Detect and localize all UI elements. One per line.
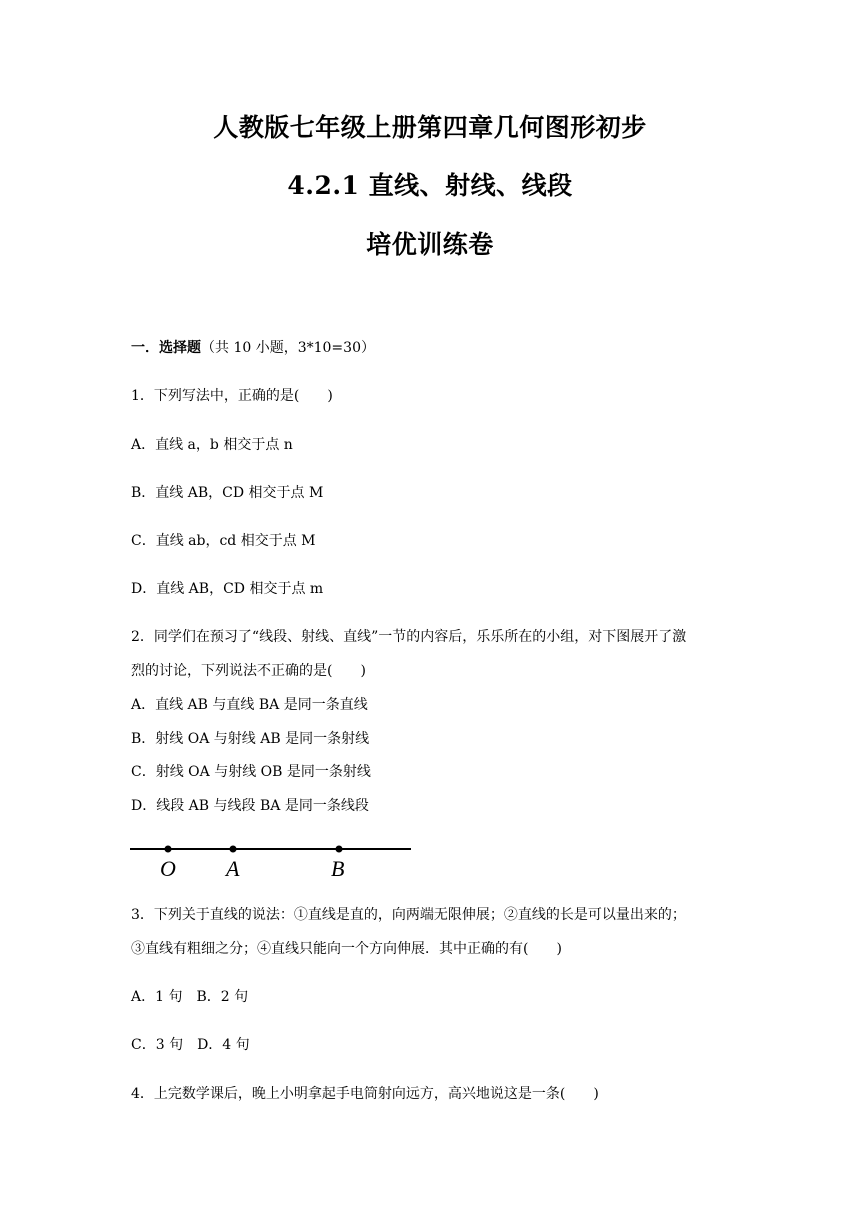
question-2-option-c: C．射线 OA 与射线 OB 是同一条射线: [131, 764, 371, 780]
point-o-dot: [165, 846, 172, 853]
question-1-option-a: A．直线 a，b 相交于点 n: [131, 437, 293, 453]
question-3-stem-line-1: 3．下列关于直线的说法：①直线是直的，向两端无限伸展；②直线的长是可以量出来的；: [131, 907, 686, 923]
point-a-dot: [230, 846, 237, 853]
section-heading: [131, 339, 375, 357]
question-3-stem-line-2: ③直线有粗细之分；④直线只能向一个方向伸展．其中正确的有( ): [131, 941, 562, 957]
worksheet-title-line-2: 4.2.1 直线、射线、线段: [287, 171, 573, 200]
question-2-option-d: D．线段 AB 与线段 BA 是同一条线段: [131, 798, 369, 814]
question-2-option-a: A．直线 AB 与直线 BA 是同一条直线: [131, 697, 368, 713]
point-b-label: B: [331, 856, 345, 881]
question-1-stem: 1．下列写法中，正确的是( ): [131, 388, 333, 404]
question-2-stem-line-1: 2．同学们在预习了“线段、射线、直线”一节的内容后，乐乐所在的小组，对下图展开了激: [131, 629, 687, 645]
point-b-dot: [336, 846, 343, 853]
question-2-line-figure: [126, 836, 416, 882]
question-1-option-d: D．直线 AB，CD 相交于点 m: [131, 581, 324, 597]
question-1-option-b: B．直线 AB，CD 相交于点 M: [131, 485, 324, 501]
point-o-label: O: [160, 856, 176, 881]
question-2-option-b: B．射线 OA 与射线 AB 是同一条射线: [131, 731, 370, 747]
section-heading-note: （共 10 小题，3*10=30）: [201, 340, 375, 356]
question-4-stem: 4．上完数学课后，晚上小明拿起手电筒射向远方，高兴地说这是一条( ): [131, 1086, 599, 1102]
question-2-stem-line-2: 烈的讨论，下列说法不正确的是( ): [131, 663, 366, 679]
question-3-options-cd: C．3 句 D．4 句: [131, 1037, 250, 1053]
worksheet-title-line-1: 人教版七年级上册第四章几何图形初步: [213, 113, 647, 142]
point-a-label: A: [226, 856, 240, 881]
question-3-options-ab: A．1 句 B．2 句: [131, 989, 249, 1005]
question-1-option-c: C．直线 ab，cd 相交于点 M: [131, 533, 316, 549]
worksheet-title-line-3: 培优训练卷: [366, 230, 494, 259]
section-heading-label: 一．选择题: [131, 340, 201, 356]
